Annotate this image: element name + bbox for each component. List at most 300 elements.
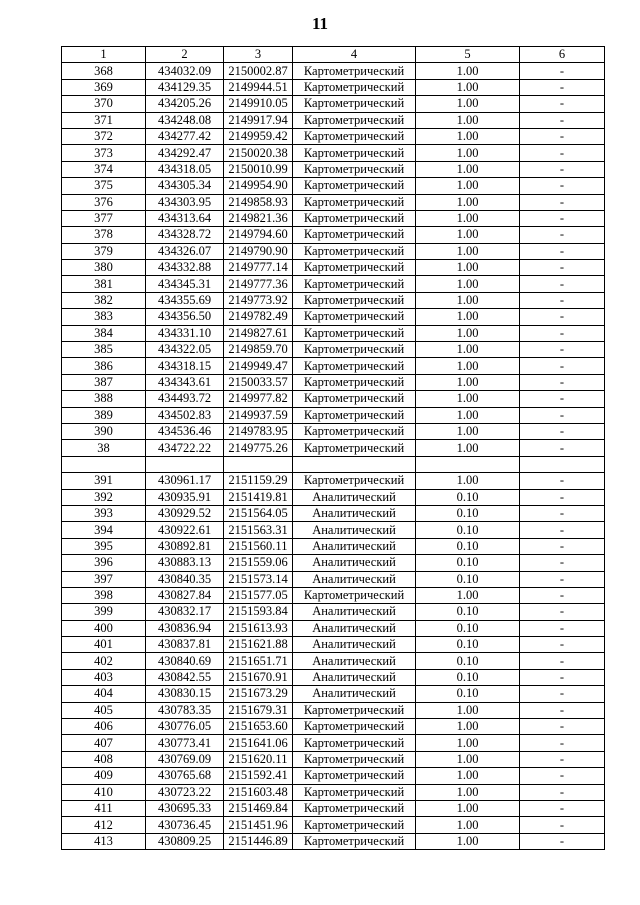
method-cell: Аналитический (293, 637, 416, 653)
x-coordinate-cell: 434205.26 (146, 96, 224, 112)
accuracy-cell: 1.00 (416, 243, 520, 259)
accuracy-cell: 1.00 (416, 702, 520, 718)
y-coordinate-cell: 2149977.82 (224, 391, 293, 407)
table-header (62, 47, 605, 63)
method-cell: Картометрический (293, 63, 416, 79)
point-number-cell: 405 (62, 702, 146, 718)
accuracy-cell: 1.00 (416, 112, 520, 128)
method-cell: Картометрический (293, 210, 416, 226)
accuracy-cell: 0.10 (416, 604, 520, 620)
y-coordinate-cell: 2150033.57 (224, 374, 293, 390)
x-coordinate-cell: 430935.91 (146, 489, 224, 505)
table-row (62, 79, 605, 95)
point-number-cell: 404 (62, 686, 146, 702)
method-cell: Аналитический (293, 571, 416, 587)
note-cell: - (520, 342, 605, 358)
note-cell: - (520, 374, 605, 390)
note-cell: - (520, 194, 605, 210)
point-number-cell: 377 (62, 210, 146, 226)
accuracy-cell: 1.00 (416, 473, 520, 489)
x-coordinate-cell: 430827.84 (146, 587, 224, 603)
accuracy-cell: 0.10 (416, 669, 520, 685)
y-coordinate-cell: 2151564.05 (224, 505, 293, 521)
method-cell: Картометрический (293, 391, 416, 407)
table-row (62, 325, 605, 341)
x-coordinate-cell (146, 456, 224, 472)
accuracy-cell: 1.00 (416, 161, 520, 177)
y-coordinate-cell: 2149783.95 (224, 423, 293, 439)
accuracy-cell: 0.10 (416, 505, 520, 521)
y-coordinate-cell: 2149777.14 (224, 260, 293, 276)
x-coordinate-cell: 434356.50 (146, 309, 224, 325)
y-coordinate-cell: 2149773.92 (224, 292, 293, 308)
y-coordinate-cell: 2151419.81 (224, 489, 293, 505)
note-cell: - (520, 637, 605, 653)
x-coordinate-cell: 430830.15 (146, 686, 224, 702)
point-number-cell: 391 (62, 473, 146, 489)
note-cell: - (520, 719, 605, 735)
method-cell: Аналитический (293, 653, 416, 669)
point-number-cell: 394 (62, 522, 146, 538)
y-coordinate-cell: 2151621.88 (224, 637, 293, 653)
note-cell: - (520, 63, 605, 79)
table-row (62, 538, 605, 554)
accuracy-cell: 0.10 (416, 489, 520, 505)
point-number-cell: 411 (62, 800, 146, 816)
x-coordinate-cell: 434502.83 (146, 407, 224, 423)
y-coordinate-cell: 2151641.06 (224, 735, 293, 751)
method-cell: Картометрический (293, 96, 416, 112)
method-cell: Картометрический (293, 587, 416, 603)
y-coordinate-cell: 2149859.70 (224, 342, 293, 358)
table-row (62, 637, 605, 653)
point-number-cell: 393 (62, 505, 146, 521)
note-cell: - (520, 833, 605, 849)
accuracy-cell: 1.00 (416, 374, 520, 390)
method-cell: Картометрический (293, 768, 416, 784)
x-coordinate-cell: 430736.45 (146, 817, 224, 833)
y-coordinate-cell: 2149782.49 (224, 309, 293, 325)
x-coordinate-cell: 430769.09 (146, 751, 224, 767)
accuracy-cell: 1.00 (416, 391, 520, 407)
x-coordinate-cell: 430832.17 (146, 604, 224, 620)
accuracy-cell: 1.00 (416, 227, 520, 243)
note-cell: - (520, 686, 605, 702)
x-coordinate-cell: 434277.42 (146, 128, 224, 144)
table-row (62, 227, 605, 243)
note-cell: - (520, 210, 605, 226)
note-cell: - (520, 391, 605, 407)
accuracy-cell: 0.10 (416, 522, 520, 538)
table-row (62, 276, 605, 292)
method-cell: Картометрический (293, 243, 416, 259)
point-number-cell: 401 (62, 637, 146, 653)
table-row (62, 522, 605, 538)
table-row (62, 161, 605, 177)
method-cell: Картометрический (293, 473, 416, 489)
x-coordinate-cell: 434292.47 (146, 145, 224, 161)
point-number-cell: 413 (62, 833, 146, 849)
y-coordinate-cell: 2151573.14 (224, 571, 293, 587)
method-cell: Картометрический (293, 374, 416, 390)
column-header: 1 (62, 47, 146, 63)
accuracy-cell: 0.10 (416, 637, 520, 653)
method-cell: Картометрический (293, 440, 416, 456)
point-number-cell: 407 (62, 735, 146, 751)
y-coordinate-cell: 2151679.31 (224, 702, 293, 718)
point-number-cell: 389 (62, 407, 146, 423)
note-cell: - (520, 325, 605, 341)
point-number-cell: 368 (62, 63, 146, 79)
table-row (62, 456, 605, 472)
point-number-cell: 410 (62, 784, 146, 800)
method-cell: Картометрический (293, 751, 416, 767)
y-coordinate-cell: 2151559.06 (224, 555, 293, 571)
x-coordinate-cell: 434322.05 (146, 342, 224, 358)
point-number-cell: 398 (62, 587, 146, 603)
method-cell: Картометрический (293, 276, 416, 292)
point-number-cell: 376 (62, 194, 146, 210)
table-row (62, 243, 605, 259)
y-coordinate-cell: 2151603.48 (224, 784, 293, 800)
y-coordinate-cell: 2151560.11 (224, 538, 293, 554)
accuracy-cell: 1.00 (416, 784, 520, 800)
accuracy-cell: 0.10 (416, 571, 520, 587)
x-coordinate-cell: 430892.81 (146, 538, 224, 554)
note-cell: - (520, 620, 605, 636)
x-coordinate-cell: 430929.52 (146, 505, 224, 521)
accuracy-cell: 0.10 (416, 686, 520, 702)
note-cell: - (520, 538, 605, 554)
note-cell: - (520, 604, 605, 620)
x-coordinate-cell: 430961.17 (146, 473, 224, 489)
accuracy-cell: 1.00 (416, 128, 520, 144)
table-row (62, 128, 605, 144)
column-header: 4 (293, 47, 416, 63)
point-number-cell: 388 (62, 391, 146, 407)
note-cell: - (520, 800, 605, 816)
point-number-cell: 399 (62, 604, 146, 620)
accuracy-cell: 1.00 (416, 817, 520, 833)
note-cell (520, 456, 605, 472)
y-coordinate-cell: 2151451.96 (224, 817, 293, 833)
note-cell: - (520, 522, 605, 538)
x-coordinate-cell: 434318.15 (146, 358, 224, 374)
method-cell: Картометрический (293, 112, 416, 128)
x-coordinate-cell: 434129.35 (146, 79, 224, 95)
table-row (62, 210, 605, 226)
note-cell: - (520, 112, 605, 128)
table-row (62, 407, 605, 423)
header-row (62, 47, 605, 63)
accuracy-cell: 1.00 (416, 260, 520, 276)
point-number-cell: 396 (62, 555, 146, 571)
y-coordinate-cell: 2149949.47 (224, 358, 293, 374)
x-coordinate-cell: 434331.10 (146, 325, 224, 341)
method-cell: Картометрический (293, 407, 416, 423)
accuracy-cell: 1.00 (416, 342, 520, 358)
point-number-cell: 381 (62, 276, 146, 292)
accuracy-cell: 0.10 (416, 620, 520, 636)
table-row (62, 374, 605, 390)
y-coordinate-cell: 2151469.84 (224, 800, 293, 816)
x-coordinate-cell: 430836.94 (146, 620, 224, 636)
note-cell: - (520, 784, 605, 800)
table-row (62, 833, 605, 849)
note-cell: - (520, 571, 605, 587)
point-number-cell: 403 (62, 669, 146, 685)
method-cell: Картометрический (293, 309, 416, 325)
column-header: 6 (520, 47, 605, 63)
method-cell: Аналитический (293, 669, 416, 685)
point-number-cell: 379 (62, 243, 146, 259)
method-cell: Картометрический (293, 79, 416, 95)
point-number-cell: 402 (62, 653, 146, 669)
accuracy-cell: 1.00 (416, 178, 520, 194)
table-row (62, 440, 605, 456)
y-coordinate-cell: 2151577.05 (224, 587, 293, 603)
x-coordinate-cell: 434305.34 (146, 178, 224, 194)
table-row (62, 292, 605, 308)
point-number-cell: 386 (62, 358, 146, 374)
note-cell: - (520, 587, 605, 603)
point-number-cell: 378 (62, 227, 146, 243)
accuracy-cell: 1.00 (416, 292, 520, 308)
table-row (62, 751, 605, 767)
y-coordinate-cell: 2149954.90 (224, 178, 293, 194)
table-row (62, 358, 605, 374)
table-row (62, 555, 605, 571)
y-coordinate-cell: 2149827.61 (224, 325, 293, 341)
note-cell: - (520, 243, 605, 259)
page-number: 11 (311, 14, 329, 33)
accuracy-cell: 1.00 (416, 96, 520, 112)
point-number-cell: 372 (62, 128, 146, 144)
table-row (62, 489, 605, 505)
x-coordinate-cell: 434345.31 (146, 276, 224, 292)
x-coordinate-cell: 430922.61 (146, 522, 224, 538)
coordinates-table (61, 46, 605, 850)
method-cell: Аналитический (293, 555, 416, 571)
table-row (62, 309, 605, 325)
note-cell: - (520, 145, 605, 161)
table-row (62, 817, 605, 833)
table-row (62, 800, 605, 816)
x-coordinate-cell: 430773.41 (146, 735, 224, 751)
method-cell: Аналитический (293, 489, 416, 505)
method-cell: Аналитический (293, 522, 416, 538)
point-number-cell: 387 (62, 374, 146, 390)
accuracy-cell: 1.00 (416, 309, 520, 325)
table-row (62, 571, 605, 587)
x-coordinate-cell: 430840.69 (146, 653, 224, 669)
note-cell: - (520, 260, 605, 276)
point-number-cell: 383 (62, 309, 146, 325)
column-header: 3 (224, 47, 293, 63)
method-cell: Картометрический (293, 784, 416, 800)
y-coordinate-cell: 2149937.59 (224, 407, 293, 423)
accuracy-cell: 1.00 (416, 440, 520, 456)
accuracy-cell: 1.00 (416, 407, 520, 423)
x-coordinate-cell: 430842.55 (146, 669, 224, 685)
x-coordinate-cell: 434303.95 (146, 194, 224, 210)
method-cell: Картометрический (293, 145, 416, 161)
note-cell: - (520, 751, 605, 767)
accuracy-cell: 1.00 (416, 751, 520, 767)
note-cell: - (520, 128, 605, 144)
table-row (62, 145, 605, 161)
accuracy-cell: 1.00 (416, 719, 520, 735)
note-cell: - (520, 276, 605, 292)
note-cell: - (520, 227, 605, 243)
note-cell: - (520, 292, 605, 308)
table-row (62, 784, 605, 800)
point-number-cell: 400 (62, 620, 146, 636)
method-cell: Картометрический (293, 161, 416, 177)
table-row (62, 391, 605, 407)
point-number-cell: 397 (62, 571, 146, 587)
x-coordinate-cell: 430723.22 (146, 784, 224, 800)
method-cell: Картометрический (293, 292, 416, 308)
note-cell: - (520, 702, 605, 718)
note-cell: - (520, 96, 605, 112)
x-coordinate-cell: 434328.72 (146, 227, 224, 243)
note-cell: - (520, 768, 605, 784)
accuracy-cell: 1.00 (416, 63, 520, 79)
y-coordinate-cell (224, 456, 293, 472)
method-cell: Картометрический (293, 260, 416, 276)
note-cell: - (520, 440, 605, 456)
point-number-cell: 412 (62, 817, 146, 833)
x-coordinate-cell: 430809.25 (146, 833, 224, 849)
accuracy-cell: 1.00 (416, 79, 520, 95)
y-coordinate-cell: 2150002.87 (224, 63, 293, 79)
method-cell: Картометрический (293, 128, 416, 144)
x-coordinate-cell: 434355.69 (146, 292, 224, 308)
method-cell: Аналитический (293, 686, 416, 702)
x-coordinate-cell: 430765.68 (146, 768, 224, 784)
x-coordinate-cell: 430837.81 (146, 637, 224, 653)
y-coordinate-cell: 2150020.38 (224, 145, 293, 161)
method-cell: Картометрический (293, 702, 416, 718)
y-coordinate-cell: 2151593.84 (224, 604, 293, 620)
note-cell: - (520, 358, 605, 374)
point-number-cell: 382 (62, 292, 146, 308)
accuracy-cell: 1.00 (416, 210, 520, 226)
note-cell: - (520, 178, 605, 194)
x-coordinate-cell: 434332.88 (146, 260, 224, 276)
y-coordinate-cell: 2149775.26 (224, 440, 293, 456)
x-coordinate-cell: 434032.09 (146, 63, 224, 79)
y-coordinate-cell: 2149790.90 (224, 243, 293, 259)
accuracy-cell: 1.00 (416, 768, 520, 784)
method-cell: Картометрический (293, 833, 416, 849)
table-row (62, 735, 605, 751)
method-cell: Аналитический (293, 538, 416, 554)
note-cell: - (520, 735, 605, 751)
note-cell: - (520, 473, 605, 489)
note-cell: - (520, 653, 605, 669)
table-row (62, 719, 605, 735)
method-cell: Картометрический (293, 325, 416, 341)
table-row (62, 112, 605, 128)
note-cell: - (520, 489, 605, 505)
y-coordinate-cell: 2151613.93 (224, 620, 293, 636)
table-row (62, 587, 605, 603)
point-number-cell: 370 (62, 96, 146, 112)
table-row (62, 423, 605, 439)
point-number-cell: 373 (62, 145, 146, 161)
x-coordinate-cell: 434313.64 (146, 210, 224, 226)
table-row (62, 768, 605, 784)
table-row (62, 194, 605, 210)
point-number-cell: 375 (62, 178, 146, 194)
x-coordinate-cell: 430695.33 (146, 800, 224, 816)
table-row (62, 669, 605, 685)
y-coordinate-cell: 2151670.91 (224, 669, 293, 685)
table-row (62, 702, 605, 718)
accuracy-cell: 1.00 (416, 423, 520, 439)
method-cell (293, 456, 416, 472)
accuracy-cell: 1.00 (416, 833, 520, 849)
method-cell: Картометрический (293, 194, 416, 210)
point-number-cell: 409 (62, 768, 146, 784)
note-cell: - (520, 817, 605, 833)
accuracy-cell: 1.00 (416, 276, 520, 292)
y-coordinate-cell: 2151446.89 (224, 833, 293, 849)
column-header: 5 (416, 47, 520, 63)
accuracy-cell: 0.10 (416, 555, 520, 571)
y-coordinate-cell: 2151653.60 (224, 719, 293, 735)
point-number-cell: 371 (62, 112, 146, 128)
method-cell: Картометрический (293, 423, 416, 439)
y-coordinate-cell: 2151592.41 (224, 768, 293, 784)
column-header: 2 (146, 47, 224, 63)
method-cell: Аналитический (293, 505, 416, 521)
y-coordinate-cell: 2151159.29 (224, 473, 293, 489)
table-row (62, 178, 605, 194)
table-row (62, 63, 605, 79)
accuracy-cell: 1.00 (416, 800, 520, 816)
y-coordinate-cell: 2149917.94 (224, 112, 293, 128)
method-cell: Картометрический (293, 342, 416, 358)
accuracy-cell: 1.00 (416, 587, 520, 603)
x-coordinate-cell: 434248.08 (146, 112, 224, 128)
y-coordinate-cell: 2151563.31 (224, 522, 293, 538)
point-number-cell: 406 (62, 719, 146, 735)
note-cell: - (520, 309, 605, 325)
point-number-cell: 392 (62, 489, 146, 505)
method-cell: Картометрический (293, 800, 416, 816)
point-number-cell: 385 (62, 342, 146, 358)
point-number-cell: 369 (62, 79, 146, 95)
method-cell: Картометрический (293, 227, 416, 243)
table-row (62, 653, 605, 669)
note-cell: - (520, 423, 605, 439)
method-cell: Картометрический (293, 719, 416, 735)
accuracy-cell: 0.10 (416, 653, 520, 669)
note-cell: - (520, 79, 605, 95)
table-row (62, 505, 605, 521)
y-coordinate-cell: 2151673.29 (224, 686, 293, 702)
table-row (62, 96, 605, 112)
table-row (62, 342, 605, 358)
accuracy-cell: 1.00 (416, 145, 520, 161)
y-coordinate-cell: 2149821.36 (224, 210, 293, 226)
point-number-cell (62, 456, 146, 472)
x-coordinate-cell: 434343.61 (146, 374, 224, 390)
x-coordinate-cell: 430776.05 (146, 719, 224, 735)
